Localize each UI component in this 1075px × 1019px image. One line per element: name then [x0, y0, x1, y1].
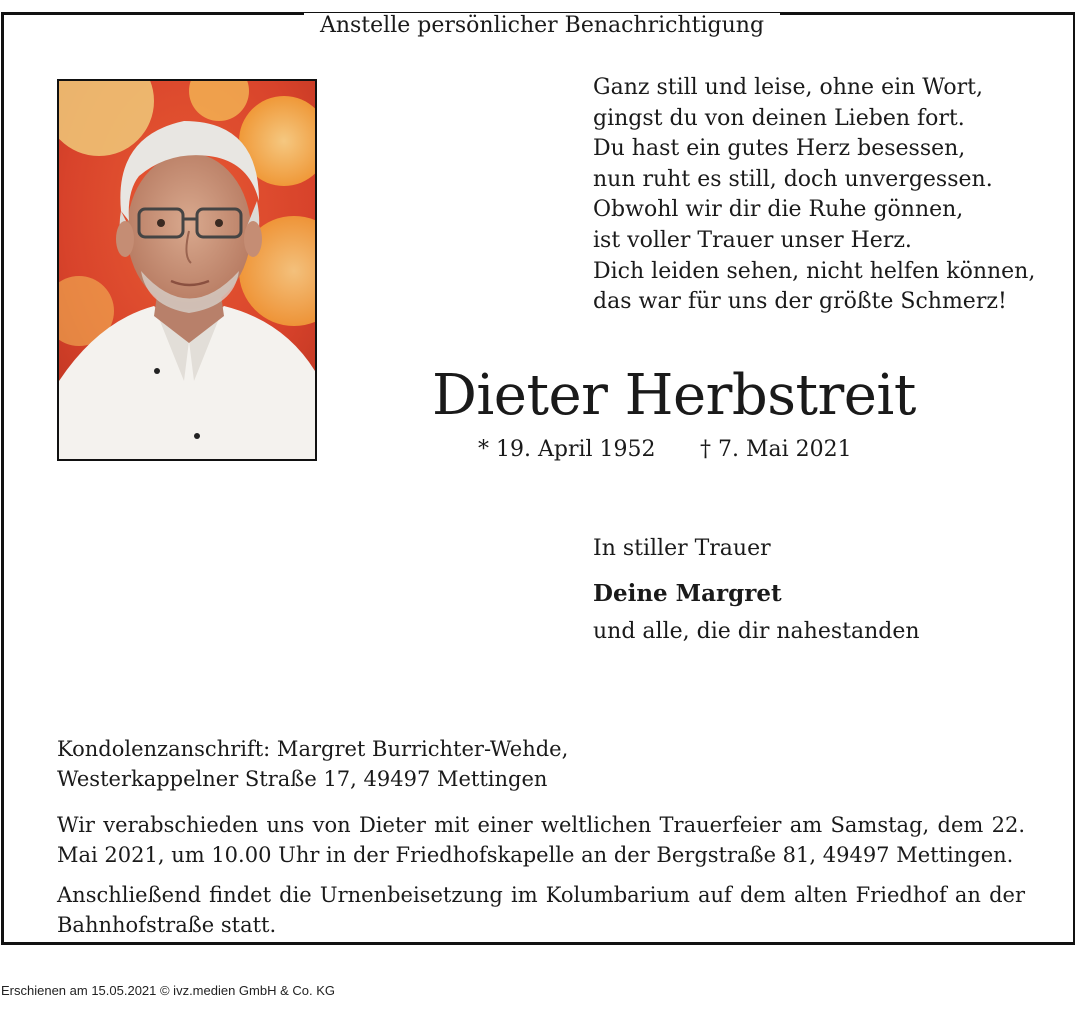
death-date: † 7. Mai 2021	[700, 437, 852, 462]
publication-footer: Erschienen am 15.05.2021 © ivz.medien GmbH & Co. KG	[1, 983, 336, 998]
poem-line: nun ruht es still, doch unvergessen.	[593, 166, 993, 192]
notice-frame	[1, 12, 1075, 945]
condolence-address	[57, 734, 1037, 794]
poem-line: ist voller Trauer unser Herz.	[593, 227, 912, 253]
notice-header: Anstelle persönlicher Benachrichtigung	[304, 13, 780, 43]
poem-line: gingst du von deinen Lieben fort.	[593, 105, 965, 131]
birth-date: * 19. April 1952	[478, 437, 656, 462]
ceremony-text: Wir verabschieden uns von Dieter mit einer weltlichen Trauerfeier am Samstag, dem 22. Mai 2021, um 10.00 Uhr in der Friedhofskapelle an der Bergstraße 81, 49497 Mettingen.	[57, 813, 1025, 867]
deceased-name: Dieter Herbstreit	[432, 363, 916, 428]
portrait-photo-icon	[59, 81, 315, 459]
address-line: Kondolenzanschrift: Margret Burrichter-Wehde,	[57, 737, 569, 761]
mourning-line: In stiller Trauer	[593, 536, 771, 561]
life-dates	[478, 435, 1038, 465]
signer-name: Deine Margret	[593, 580, 782, 607]
poem	[593, 73, 1053, 318]
poem-line: Dich leiden sehen, nicht helfen können,	[593, 258, 1036, 284]
others-line: und alle, die dir nahestanden	[593, 619, 920, 644]
address-line: Westerkappelner Straße 17, 49497 Mettingen	[57, 767, 548, 791]
poem-line: Du hast ein gutes Herz besessen,	[593, 136, 966, 162]
poem-line: das war für uns der größte Schmerz!	[593, 289, 1007, 315]
portrait-photo	[57, 79, 317, 461]
poem-line: Ganz still und leise, ohne ein Wort,	[593, 75, 984, 100]
burial-text: Anschließend findet die Urnenbeisetzung im Kolumbarium auf dem alten Friedhof an der Bahnhofstraße statt.	[57, 883, 1025, 937]
poem-line: Obwohl wir dir die Ruhe gönnen,	[593, 197, 964, 223]
